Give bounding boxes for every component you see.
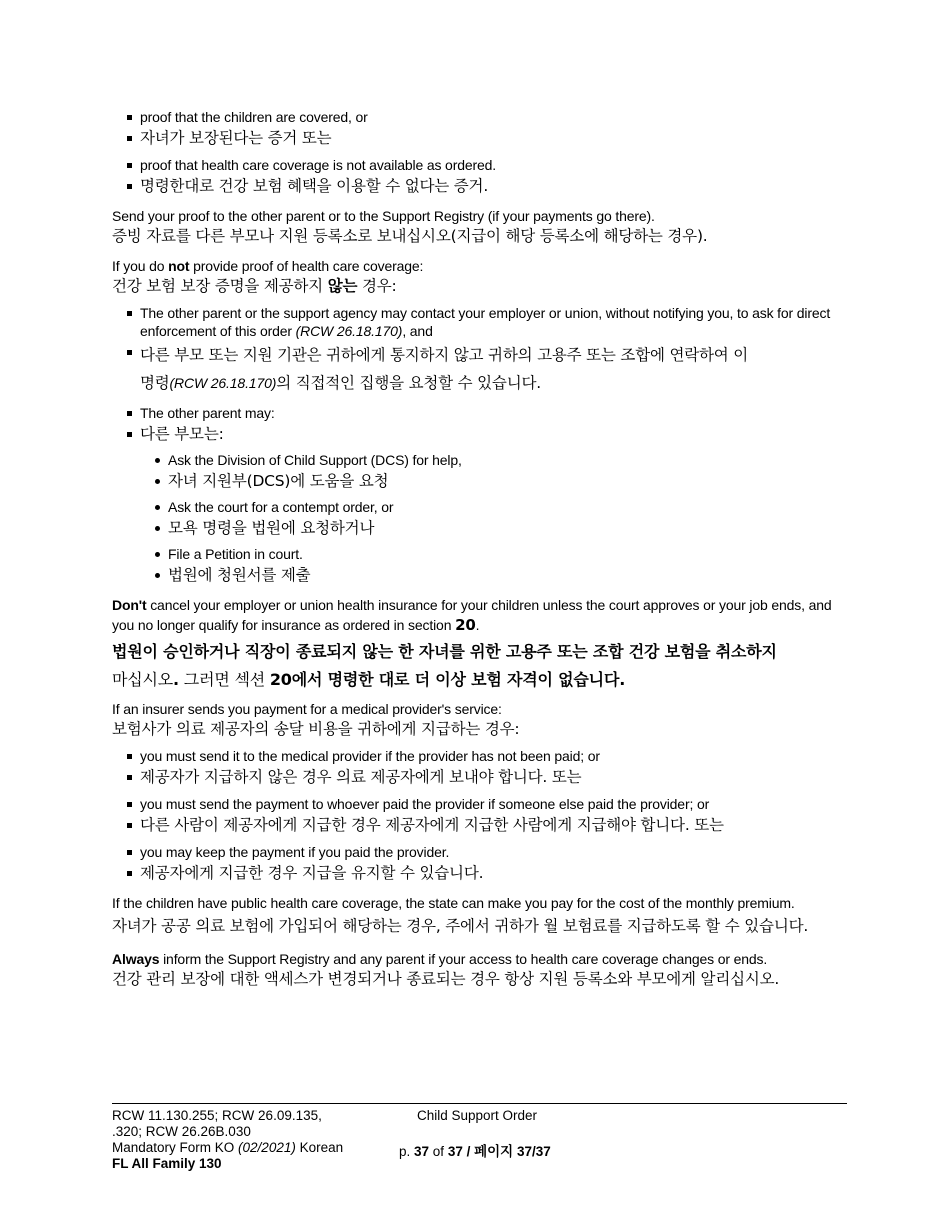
insurer-ko: 보험사가 의료 제공자의 송달 비용을 귀하에게 지급하는 경우: [112, 720, 520, 738]
list-item: Ask the Division of Child Support (DCS) for help, [140, 451, 852, 469]
list-item: Ask the court for a contempt order, or [140, 498, 852, 516]
list-item: 자녀 지원부(DCS)에 도움을 요청 [140, 470, 852, 492]
footer-doc-title: Child Support Order [417, 1108, 538, 1123]
consequence-list [112, 304, 852, 445]
insurer-en: If an insurer sends you payment for a medical provider's service: [112, 701, 502, 717]
dont-cancel-en: Don't cancel your employer or union health insurance for your children unless the court approves or your job ends, and you no longer qualify for insurance as ordered in section 20. [112, 597, 832, 634]
list-item: 다른 부모 또는 지원 기관은 귀하에게 통지하지 않고 귀하의 고용주 또는 조합에 연락하여 이 명령(RCW 26.18.170)의 직접적인 집행을 요청할 수 있습니다. [112, 341, 852, 397]
list-item: 자녀가 보장된다는 증거 또는 [112, 127, 852, 149]
footer-form-line: Mandatory Form KO (02/2021) Korean [112, 1140, 344, 1155]
insurer-payment-list [112, 747, 852, 884]
list-item: you may keep the payment if you paid the provider. [112, 843, 852, 861]
send-proof-ko: 증빙 자료를 다른 부모나 지원 등록소로 보내십시오(지급이 해당 등록소에 해당하는 경우). [112, 227, 708, 245]
no-proof-ko: 건강 보험 보장 증명을 제공하지 않는 경우: [112, 277, 397, 295]
footer-form-id: FL All Family 130 [112, 1156, 222, 1171]
list-item: 다른 사람이 제공자에게 지급한 경우 제공자에게 지급한 사람에게 지급해야 합니다. 또는 [112, 814, 852, 836]
list-item: 명령한대로 건강 보험 혜택을 이용할 수 없다는 증거. [112, 175, 852, 197]
list-item: proof that the children are covered, or [112, 108, 852, 126]
list-item: 법원에 청원서를 제출 [140, 564, 852, 586]
public-coverage-ko: 자녀가 공공 의료 보험에 가입되어 해당하는 경우, 주에서 귀하가 월 보험료를 지급하도록 할 수 있습니다. [112, 917, 809, 935]
list-item: proof that health care coverage is not available as ordered. [112, 156, 852, 174]
list-item: you must send the payment to whoever paid the provider if someone else paid the provider; or [112, 795, 852, 813]
public-coverage-en: If the children have public health care coverage, the state can make you pay for the cost of the monthly premium. [112, 895, 795, 911]
list-item: The other parent may: [112, 404, 852, 422]
coverage-proof-list [112, 108, 852, 197]
list-item: 제공자에게 지급한 경우 지급을 유지할 수 있습니다. [112, 862, 852, 884]
send-proof-en: Send your proof to the other parent or to the Support Registry (if your payments go there). [112, 208, 655, 224]
list-item: The other parent or the support agency may contact your employer or union, without notifying you, to ask for direct enforcement of this order (RCW 26.18.170), and [112, 304, 852, 340]
always-inform-en: Always inform the Support Registry and any parent if your access to health care coverage changes or ends. [112, 951, 768, 967]
page-footer [112, 1103, 847, 1171]
list-item: 제공자가 지급하지 않은 경우 의료 제공자에게 보내야 합니다. 또는 [112, 766, 852, 788]
list-item: 다른 부모는: [112, 423, 852, 445]
list-item: 모욕 명령을 법원에 요청하거나 [140, 517, 852, 539]
list-item: you must send it to the medical provider if the provider has not been paid; or [112, 747, 852, 765]
footer-form-info [112, 1108, 382, 1172]
footer-rcw-line1: RCW 11.130.255; RCW 26.09.135, [112, 1108, 322, 1123]
footer-page-number: p. 37 of 37 / 페이지 37/37 [399, 1144, 551, 1159]
always-inform-ko: 건강 관리 보장에 대한 액세스가 변경되거나 종료되는 경우 항상 지원 등록소와 부모에게 알리십시오. [112, 970, 780, 988]
other-parent-options [112, 451, 852, 586]
no-proof-en: If you do not provide proof of health care coverage: [112, 258, 424, 274]
list-item: File a Petition in court. [140, 545, 852, 563]
dont-cancel-ko: 법원이 승인하거나 직장이 종료되지 않는 한 자녀를 위한 고용주 또는 조합 건강 보험을 취소하지 마십시오. 그러면 섹션 20에서 명령한 대로 더 이상 보험 자격이 없습니다. [112, 642, 777, 689]
footer-rcw-line2: .320; RCW 26.26B.030 [112, 1124, 251, 1139]
document-body [112, 108, 852, 990]
